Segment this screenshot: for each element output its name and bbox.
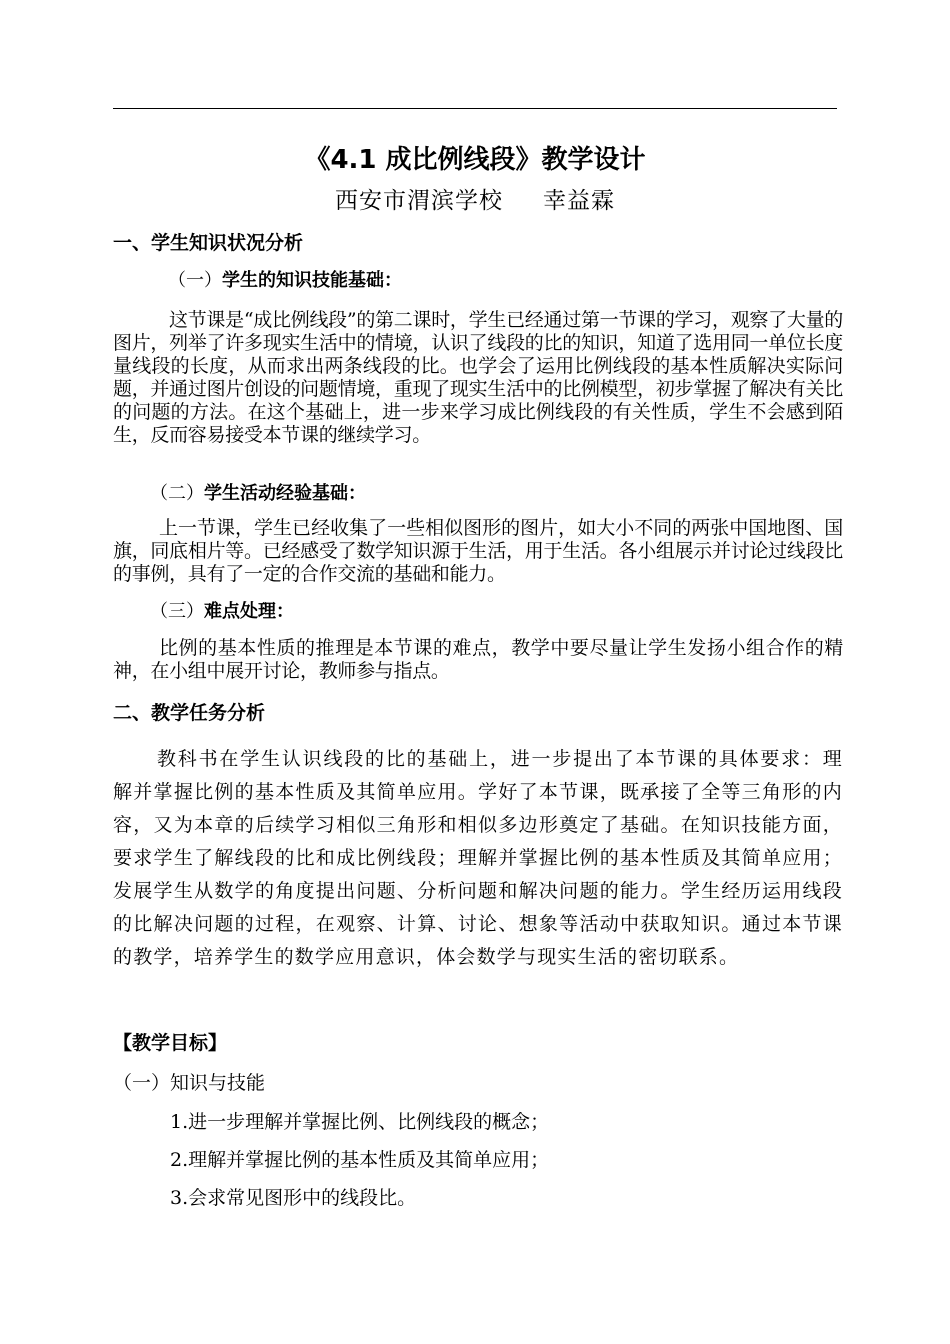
goal-item-3: 3.会求常见图形中的线段比。 <box>170 1187 417 1209</box>
paragraph-text: 上一节课，学生已经收集了一些相似图形的图片，如大小不同的两张中国地图、国旗，同底相片等。已经感受了数学知识源于生活，用于生活。各小组展示并讨论过线段比的事例，具有了一定的合作交流的基础和能力。 <box>113 517 843 585</box>
author-name: 幸益霖 <box>543 188 615 214</box>
subsection-title: 学生活动经验基础： <box>204 483 366 504</box>
paragraph-task-analysis <box>113 743 843 974</box>
paragraph-difficulty <box>113 637 843 683</box>
paragraph-text: 教科书在学生认识线段的比的基础上，进一步提出了本节课的具体要求：理解并掌握比例的基本性质及其简单应用。学好了本节课，既承接了全等三角形的内容，又为本章的后续学习相似三角形和相似多边形奠定了基础。在知识技能方面，要求学生了解线段的比和成比例线段；理解并掌握比例的基本性质及其简单应用；发展学生从数学的角度提出问题、分析问题和解决问题的能力。学生经历运用线段的比解决问题的过程，在观察、计算、讨论、想象等活动中获取知识。通过本节课的教学，培养学生的数学应用意识，体会数学与现实生活的密切联系。 <box>113 748 843 968</box>
goal-item-1: 1.进一步理解并掌握比例、比例线段的概念； <box>170 1111 550 1133</box>
subsection-number: （二） <box>150 483 204 504</box>
school-name: 西安市渭滨学校 <box>335 188 503 214</box>
goals-heading: 【教学目标】 <box>113 1032 228 1054</box>
section-heading-1: 一、学生知识状况分析 <box>113 232 304 254</box>
subsection-heading-activity <box>150 481 366 507</box>
goals-subheading: （一）知识与技能 <box>113 1072 266 1094</box>
subsection-number: （一） <box>168 270 222 291</box>
subsection-heading-difficulty <box>150 599 294 625</box>
section-heading-2: 二、教学任务分析 <box>113 702 266 724</box>
goal-item-2: 2.理解并掌握比例的基本性质及其简单应用； <box>170 1149 550 1171</box>
subsection-heading-knowledge <box>168 268 402 294</box>
header-rule <box>113 108 837 109</box>
paragraph-text: 比例的基本性质的推理是本节课的难点，教学中要尽量让学生发扬小组合作的精神，在小组中展开讨论，教师参与指点。 <box>113 637 843 682</box>
paragraph-text: 这节课是“成比例线段”的第二课时，学生已经通过第一节课的学习，观察了大量的图片，列举了许多现实生活中的情境，认识了线段的比的知识，知道了选用同一单位长度量线段的长度，从而求出两条线段的比。也学会了运用比例线段的基本性质解决实际问题，并通过图片创设的问题情境，重现了现实生活中的比例模型，初步掌握了解决有关比的问题的方法。在这个基础上，进一步来学习成比例线段的有关性质，学生不会感到陌生，反而容易接受本节课的继续学习。 <box>113 309 843 446</box>
subsection-title: 难点处理： <box>204 601 294 622</box>
subsection-title: 学生的知识技能基础： <box>222 270 402 291</box>
paragraph-activity-basis <box>113 517 843 586</box>
paragraph-knowledge-basis <box>113 309 843 447</box>
subsection-number: （三） <box>150 601 204 622</box>
author-line <box>0 184 950 218</box>
document-title: 《4.1 成比例线段》教学设计 <box>304 145 646 175</box>
